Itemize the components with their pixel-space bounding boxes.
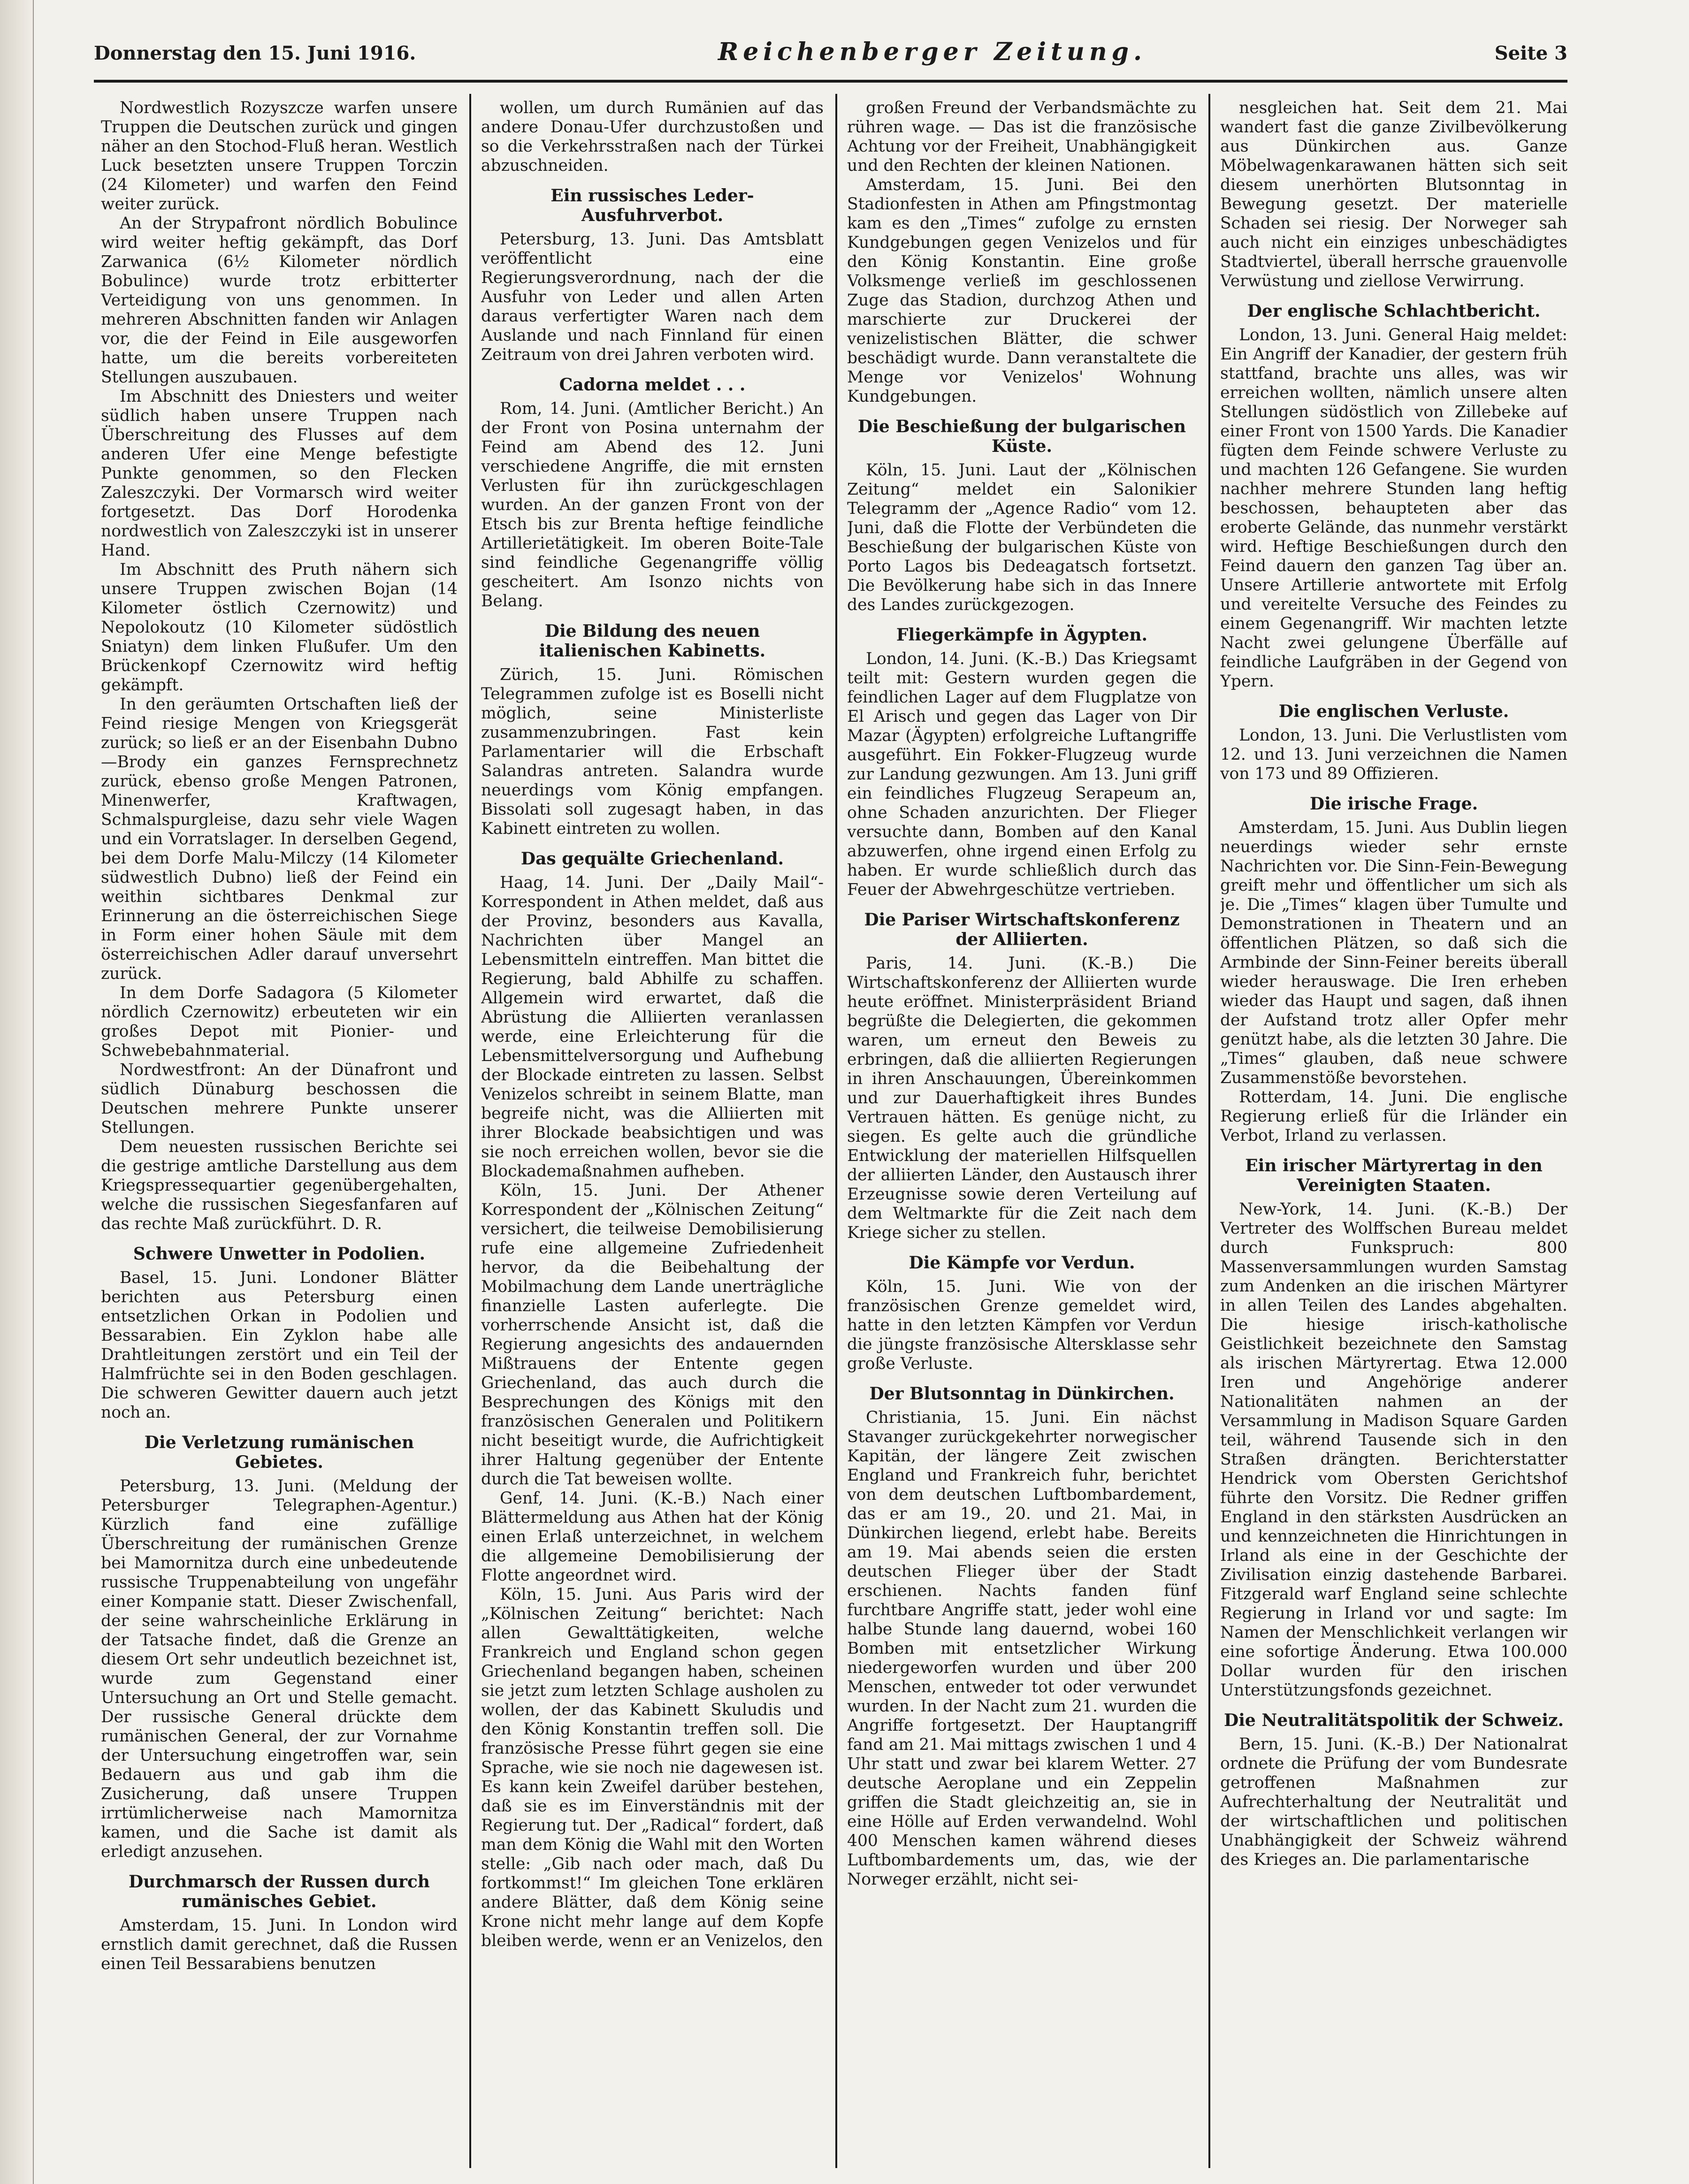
article-paragraph: Petersburg, 13. Juni. (Meldung der Petersburger Telegraphen-Agentur.) Kürzlich fand eine zufällige Überschreitung der rumänischen Grenze bei Mamornitza durch eine unbedeutende russische Truppenabteilung von ungefähr einer Kompanie statt. Dieser Zwischenfall, der seine wahrscheinliche Erklärung in der Tatsache findet, daß die Grenze an diesem Ort sehr undeutlich bezeichnet ist, wurde zum Gegenstand einer Untersuchung an Ort und Stelle gemacht. Der russische General drückte dem rumänischen General, der zur Vornahme der Untersuchung eingetroffen war, sein Bedauern aus und gab ihm die Zusicherung, daß unsere Truppen irrtümlicherweise nach Mamornitza kamen, und die Sache ist damit als erledigt anzusehen. — [101, 1477, 458, 1861]
article-paragraph: Rom, 14. Juni. (Amtlicher Bericht.) An der Front von Posina unternahm der Feind am Abend des 12. Juni verschiedene Angriffe, die mit ernsten Verlusten für ihn zurückgeschlagen wurden. An der ganzen Front von der Etsch bis zur Brenta heftige feindliche Artillerietätigkeit. Im oberen Boite-Tale sind feindliche Gegenangriffe völlig gescheitert. Am Isonzo nichts von Belang. — [481, 399, 824, 611]
header-date: Donnerstag den 15. Juni 1916. — [94, 42, 416, 64]
article-paragraph: Köln, 15. Juni. Aus Paris wird der „Kölnischen Zeitung“ berichtet: Nach allen Gewalttätigkeiten, welche Frankreich und England schon gegen Griechenland begangen haben, scheinen sie jetzt zum letzten Schlage ausholen zu wollen, der das Kabinett Skuludis und den König Konstantin treffen soll. Die französische Presse führt gegen sie eine Sprache, wie sie noch nie dagewesen ist. Es kann kein Zweifel darüber bestehen, daß sie es im Einverständnis mit der Regierung tut. Der „Radical“ fordert, daß man dem König die Wahl mit den Worten stelle: „Gib nach oder mach, daß Du fortkommst!“ Im gleichen Tone erklären andere Blätter, daß dem König seine Krone nicht mehr lange auf dem Kopfe bleiben werde, wenn er an Venizelos, den — [481, 1585, 824, 1950]
article-paragraph: London, 13. Juni. General Haig meldet: Ein Angriff der Kanadier, der gestern früh stattfand, brachte uns alles, was wir erreichen wollten, nämlich unsere alten Stellungen südöstlich von Zillebeke auf einer Front von 1500 Yards. Die Kanadier fügten dem Feinde schwere Verluste zu und machten 126 Gefangene. Sie wurden nachher mehrere Stunden lang heftig beschossen, behaupteten aber das eroberte Gelände, das nunmehr verstärkt wird. Heftige Beschießungen durch den Feind dauern den ganzen Tag über an. Unsere Artillerie antwortete mit Erfolg und vereitelte Versuche des Feindes zu einem Gegenangriff. Wir machten letzte Nacht zwei gelungene Überfälle auf feindliche Laufgräben in der Gegend von Ypern. — [1220, 326, 1567, 691]
article-heading: Die Kämpfe vor Verdun. — [909, 1253, 1135, 1273]
column-rule — [835, 94, 837, 2168]
page-header — [94, 38, 1567, 83]
article-paragraph: Köln, 15. Juni. Laut der „Kölnischen Zeitung“ meldet ein Salonikier Telegramm der „Agence Radio“ vom 12. Juni, daß die Flotte der Verbündeten die Beschießung der bulgarischen Küste von Porto Lagos bis Dedeagatsch fortsetzt. Die Bevölkerung habe sich in das Innere des Landes zurückgezogen. — [847, 461, 1197, 614]
article-heading: Die englischen Verluste. — [1278, 702, 1509, 721]
article-paragraph: Petersburg, 13. Juni. Das Amtsblatt veröffentlicht eine Regierungsverordnung, nach der die Ausfuhr von Leder und allen Arten daraus verfertigter Waren nach dem Auslande und nach Finnland für einen Zeitraum von drei Jahren verboten wird. — [481, 230, 824, 364]
article-heading: Der Blutsonntag in Dünkirchen. — [869, 1384, 1175, 1404]
column-rule — [1208, 94, 1210, 2168]
article-paragraph: Nordwestlich Rozyszcze warfen unsere Truppen die Deutschen zurück und gingen näher an den Stochod-Fluß heran. Westlich Luck besetzten unsere Truppen Torczin (24 Kilometer) und warfen den Feind weiter zurück. — [101, 99, 458, 214]
article-paragraph: In den geräumten Ortschaften ließ der Feind riesige Mengen von Kriegsgerät zurück; so ließ er an der Eisenbahn Dubno—Brody ein ganzes Fernsprechnetz zurück, ebenso große Mengen Patronen, Minenwerfer, Kraftwagen, Schmalspurgleise, dazu sehr viele Wagen und ein Vorratslager. In derselben Gegend, bei dem Dorfe Malu-Milczy (14 Kilometer südwestlich Dubno) ließ der Feind ein weithin sichtbares Denkmal zur Erinnerung an die österreichischen Siege in Form einer hohen Säule mit dem österreichischen Adler darauf unversehrt zurück. — [101, 695, 458, 983]
article-heading: Ein irischer Märtyrertag in den Vereinigten Staaten. — [1245, 1156, 1543, 1195]
article-heading: Die Pariser Wirtschaftskonferenz der Alliierten. — [864, 910, 1180, 949]
article-paragraph: Im Abschnitt des Pruth nähern sich unsere Truppen zwischen Bojan (14 Kilometer östlich Czernowitz) und Nepolokoutz (10 Kilometer südöstlich Sniatyn) dem linken Flußufer. Um den Brückenkopf Czernowitz wird heftig gekämpft. — [101, 560, 458, 695]
article-heading: Ein russisches Leder-Ausfuhrverbot. — [550, 186, 754, 225]
article-paragraph: Amsterdam, 15. Juni. Aus Dublin liegen neuerdings wieder sehr ernste Nachrichten vor. Die Sinn-Fein-Bewegung greift mehr und öffentlicher um sich als je. Die „Times“ klagen über Tumulte und Demonstrationen in Theatern und an öffentlichen Plätzen, so daß sich die Armbinde der Sinn-Feiner bereits überall wieder herauswage. Die Iren erheben wieder das Haupt und sagen, daß ihnen der Aufstand trotz aller Opfer mehr genützt habe, als die letzten 30 Jahre. Die „Times“ glauben, daß neue schwere Zusammenstöße bevorstehen. — [1220, 818, 1567, 1087]
article-paragraph: nesgleichen hat. Seit dem 21. Mai wandert fast die ganze Zivilbevölkerung aus Dünkirchen aus. Ganze Möbelwagenkarawanen hätten sich seit diesem unerhörten Blutsonntag in Bewegung gesetzt. Der materielle Schaden sei riesig. Der Norweger sah auch nicht ein einziges unbeschädigtes Stadtviertel, überall herrsche grauenvolle Verwüstung und ziellose Verwirrung. — [1220, 99, 1567, 290]
article-heading: Die irische Frage. — [1309, 794, 1478, 814]
article-paragraph: Zürich, 15. Juni. Römischen Telegrammen zufolge ist es Boselli nicht möglich, seine Ministerliste zusammenzubringen. Fast kein Parlamentarier will die Erbschaft Salandras antreten. Salandra wurde neuerdings vom König empfangen. Bissolati soll zugesagt haben, in das Kabinett eintreten zu wollen. — [481, 665, 824, 838]
article-paragraph: Im Abschnitt des Dniesters und weiter südlich haben unsere Truppen nach Überschreitung des Flusses auf dem anderen Ufer eine Menge befestigte Punkte genommen, so den Flecken Zaleszczyki. Der Vormarsch wird weiter fortgesetzt. Das Dorf Horodenka nordwestlich von Zaleszczyki ist in unserer Hand. — [101, 387, 458, 560]
newspaper-title: Reichenberger Zeitung. — [718, 38, 1147, 66]
article-paragraph: wollen, um durch Rumänien auf das andere Donau-Ufer durchzustoßen und so die Verkehrsstraßen nach der Türkei abzuschneiden. — [481, 99, 824, 175]
article-paragraph: Paris, 14. Juni. (K.-B.) Die Wirtschaftskonferenz der Alliierten wurde heute eröffnet. Ministerpräsident Briand begrüßte die Delegierten, die gekommen waren, um erneut den Beweis zu erbringen, daß die alliierten Regierungen in ihren Anschauungen, Übereinkommen und zur Dauerhaftigkeit ihres Bundes Vertrauen hätten. Es genüge nicht, zu siegen. Es gelte auch die gründliche Entwicklung der materiellen Hilfsquellen der alliierten Länder, den Austausch ihrer Erzeugnisse sowie deren Verteilung auf dem Weltmarkte für die Zeit nach dem Kriege sicher zu stellen. — [847, 954, 1197, 1242]
article-paragraph: New-York, 14. Juni. (K.-B.) Der Vertreter des Wolffschen Bureau meldet durch Funkspruch: 800 Massenversammlungen wurden Samstag zum Andenken an die irischen Märtyrer in allen Teilen des Landes abgehalten. Die hiesige irisch-katholische Geistlichkeit bezeichnete den Samstag als irischen Märtyrertag. Etwa 12.000 Iren und Angehörige anderer Nationalitäten nahmen an der Versammlung in Madison Square Garden teil, während Tausende sich in den Straßen drängten. Berichterstatter Hendrick vom Obersten Gerichtshof führte den Vorsitz. Die Redner griffen England in den stärksten Ausdrücken an und kennzeichneten die Hinrichtungen in Irland als eine in der Geschichte der Zivilisation einzig dastehende Barbarei. Fitzgerald warf England seine schlechte Regierung in Irland vor und sagte: Im Namen der Menschlichkeit verlangen wir eine sofortige Änderung. Etwa 100.000 Dollar wurden für den irischen Unterstützungsfonds gezeichnet. — [1220, 1200, 1567, 1700]
article-heading: Schwere Unwetter in Podolien. — [133, 1244, 426, 1264]
article-paragraph: In dem Dorfe Sadagora (5 Kilometer nördlich Czernowitz) erbeuteten wir ein großes Depot mit Pionier- und Schwebebahnmaterial. — [101, 984, 458, 1060]
article-paragraph: Christiania, 15. Juni. Ein nächst Stavanger zurückgekehrter norwegischer Kapitän, der längere Zeit zwischen England und Frankreich fuhr, berichtet von dem deutschen Luftbombardement, das er am 19., 20. und 21. Mai, in Dünkirchen liegend, erlebt habe. Bereits am 19. Mai abends seien die ersten deutschen Flieger über der Stadt erschienen. Nachts fanden fünf furchtbare Angriffe statt, jeder wohl eine halbe Stunde lang dauernd, wobei 160 Bomben mit entsetzlicher Wirkung niedergeworfen wurden und über 200 Menschen, entweder tot oder verwundet wurden. In der Nacht zum 21. wurden die Angriffe fortgesetzt. Der Hauptangriff fand am 21. Mai mittags zwischen 1 und 4 Uhr statt und zwar bei klarem Wetter. 27 deutsche Aeroplane und ein Zeppelin griffen die Stadt gleichzeitig an, sie in eine Hölle auf Erden verwandelnd. Wohl 400 Menschen kamen während dieses Luftbombardements um, das, wie der Norweger erzählt, nicht sei- — [847, 1408, 1197, 1889]
article-heading: Durchmarsch der Russen durch rumänisches Gebiet. — [129, 1872, 430, 1911]
column-1 — [101, 99, 458, 2163]
torn-left-edge — [0, 0, 34, 2184]
article-paragraph: Nordwestfront: An der Dünafront und südlich Dünaburg beschossen die Deutschen mehrere Punkte unserer Stellungen. — [101, 1061, 458, 1137]
column-rule — [469, 94, 471, 2168]
article-paragraph: London, 13. Juni. Die Verlustlisten vom 12. und 13. Juni verzeichnen die Namen von 173 und 89 Offizieren. — [1220, 726, 1567, 783]
column-3 — [847, 99, 1197, 2163]
article-paragraph: Rotterdam, 14. Juni. Die englische Regierung erließ für die Irländer ein Verbot, Irland zu verlassen. — [1220, 1088, 1567, 1145]
article-heading: Fliegerkämpfe in Ägypten. — [896, 625, 1148, 645]
article-paragraph: Amsterdam, 15. Juni. In London wird ernstlich damit gerechnet, daß die Russen einen Teil Bessarabiens benutzen — [101, 1916, 458, 1973]
article-heading: Das gequälte Griechenland. — [520, 849, 784, 869]
article-paragraph: Köln, 15. Juni. Wie von der französischen Grenze gemeldet wird, hatte in den letzten Kämpfen vor Verdun die jüngste französische Altersklasse sehr große Verluste. — [847, 1277, 1197, 1373]
article-heading: Die Beschießung der bulgarischen Küste. — [857, 417, 1186, 456]
article-heading: Die Neutralitätspolitik der Schweiz. — [1224, 1711, 1564, 1730]
column-4 — [1220, 99, 1567, 2163]
article-paragraph: London, 14. Juni. (K.-B.) Das Kriegsamt teilt mit: Gestern wurden gegen die feindlichen Lager auf dem Flugplatze von El Arisch und gegen das Lager von Dir Mazar (Ägypten) erfolgreiche Luftangriffe ausgeführt. Ein Fokker-Flugzeug wurde zur Landung gezwungen. Am 13. Juni griff ein feindliches Flugzeug Serapeum an, ohne Schaden anzurichten. Der Flieger versuchte dann, Bomben auf den Kanal abzuwerfen, ohne irgend einen Erfolg zu haben. Er wurde schließlich durch das Feuer der Abwehrgeschütze vertrieben. — [847, 649, 1197, 899]
article-paragraph: großen Freund der Verbandsmächte zu rühren wage. — Das ist die französische Achtung vor der Freiheit, Unabhängigkeit und den Rechten der kleinen Nationen. — [847, 99, 1197, 175]
article-paragraph: Amsterdam, 15. Juni. Bei den Stadionfesten in Athen am Pfingstmontag kam es den „Times“ zufolge zu ernsten Kundgebungen gegen Venizelos und für den König Konstantin. Eine große Volksmenge verließ im geschlossenen Zuge das Stadion, durchzog Athen und marschierte zur Druckerei der venizelistischen Blätter, die schwer beschädigt wurde. Dann veranstaltete die Menge vor Venizelos' Wohnung Kundgebungen. — [847, 176, 1197, 406]
article-paragraph: Dem neuesten russischen Berichte sei die gestrige amtliche Darstellung aus dem Kriegspressequartier gegenübergehalten, welche die russischen Siegesfanfaren auf das rechte Maß zurückführt. D. R. — [101, 1138, 458, 1233]
article-paragraph: Haag, 14. Juni. Der „Daily Mail“-Korrespondent in Athen meldet, daß aus der Provinz, besonders aus Kavalla, Nachrichten über Mangel an Lebensmitteln eintreffen. Man bittet die Regierung, bald Abhilfe zu schaffen. Allgemein wird erwartet, daß die Abrüstung die Alliierten veranlassen werde, eine Erleichterung für die Lebensmittelversorgung und Aufhebung der Blockade eintreten zu lassen. Selbst Venizelos schreibt in seinem Blatte, man begreife nicht, was die Alliierten mit ihrer Blockade beabsichtigen und was sie noch erreichen wollen, bevor sie die Blockademaßnahmen aufheben. — [481, 873, 824, 1181]
column-2 — [481, 99, 824, 2163]
page-number: Seite 3 — [1494, 42, 1567, 64]
article-paragraph: Köln, 15. Juni. Der Athener Korrespondent der „Kölnischen Zeitung“ versichert, die teilweise Demobilisierung rufe eine allgemeine Zufriedenheit hervor, da die Beibehaltung der Mobilmachung dem Lande unerträgliche finanzielle Lasten auferlegte. Die vorherrschende Ansicht ist, daß die Regierung angesichts des andauernden Mißtrauens der Entente gegen Griechenland, das auch durch die Besprechungen des Königs mit den französischen Generalen und Politikern nicht beseitigt wurde, die Aufrichtigkeit ihrer Haltung gegenüber der Entente durch die Tat beweisen wollte. — [481, 1181, 824, 1489]
article-heading: Die Bildung des neuen italienischen Kabinetts. — [539, 621, 766, 661]
article-paragraph: Basel, 15. Juni. Londoner Blätter berichten aus Petersburg einen entsetzlichen Orkan in Podolien und Bessarabien. Ein Zyklon habe alle Drahtleitungen zerstört und ein Teil der Halmfrüchte sei in den Boden geschlagen. Die schweren Gewitter dauern auch jetzt noch an. — [101, 1268, 458, 1422]
article-paragraph: Bern, 15. Juni. (K.-B.) Der Nationalrat ordnete die Prüfung der vom Bundesrate getroffenen Maßnahmen zur Aufrechterhaltung der Neutralität und der wirtschaftlichen und politischen Unabhängigkeit der Schweiz während des Krieges an. Die parlamentarische — [1220, 1735, 1567, 1869]
article-heading: Der englische Schlachtbericht. — [1247, 301, 1541, 321]
article-heading: Cadorna meldet . . . — [559, 375, 746, 395]
article-paragraph: An der Strypafront nördlich Bobulince wird weiter heftig gekämpft, das Dorf Zarwanica (6½ Kilometer nördlich Bobulince) wurde trotz erbitterter Verteidigung von uns genommen. In mehreren Abschnitten fanden wir Anlagen vor, die der Feind in Eile ausgeworfen hatte, um die bereits vorbereiteten Stellungen auszubauen. — [101, 214, 458, 387]
article-heading: Die Verletzung rumänischen Gebietes. — [144, 1433, 414, 1472]
article-paragraph: Genf, 14. Juni. (K.-B.) Nach einer Blättermeldung aus Athen hat der König einen Erlaß unterzeichnet, in welchem die allgemeine Demobilisierung der Flotte angeordnet wird. — [481, 1489, 824, 1585]
